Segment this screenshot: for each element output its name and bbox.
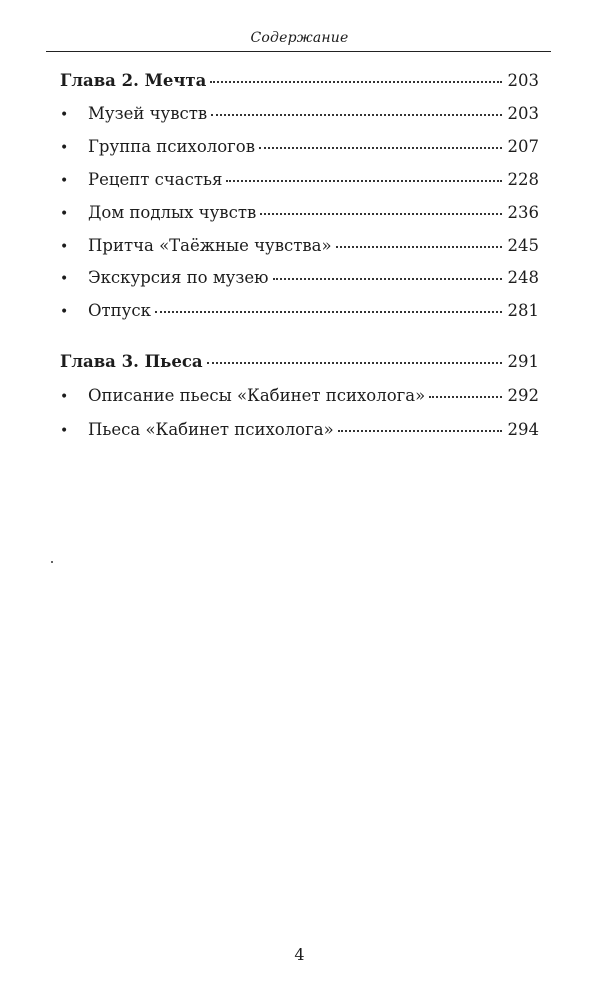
dot-leader <box>155 311 502 313</box>
bullet-marker: • <box>60 107 69 123</box>
page-number: 4 <box>294 945 305 964</box>
dot-leader <box>210 81 501 83</box>
running-head-title: Содержание <box>250 30 349 46</box>
toc-item-title: Музей чувств <box>88 104 208 123</box>
bullet-marker: • <box>60 173 69 189</box>
toc-item-row <box>60 234 539 258</box>
dot-leader <box>260 213 501 215</box>
toc-item-row <box>60 384 539 408</box>
toc-item-row <box>60 102 539 126</box>
bullet-marker: • <box>60 304 69 320</box>
toc-item-row <box>60 266 539 290</box>
dot-leader <box>226 180 501 182</box>
toc-item-title: Отпуск <box>88 301 151 320</box>
dot-leader <box>207 362 502 364</box>
toc-item-page-number: 245 <box>507 236 539 255</box>
toc-item-page-number: 248 <box>507 268 539 287</box>
chapter-title: Глава 2. Мечта <box>60 71 207 90</box>
toc-item-page-number: 203 <box>507 104 539 123</box>
dot-leader <box>338 430 502 432</box>
bullet-marker: • <box>60 239 69 255</box>
bullet-marker: • <box>60 206 69 222</box>
dot-leader <box>429 396 501 398</box>
toc-item-row <box>60 418 539 442</box>
toc-item-row <box>60 168 539 192</box>
toc-item-title: Пьеса «Кабинет психолога» <box>88 420 334 439</box>
dot-leader <box>336 246 502 248</box>
chapter-page-number: 291 <box>507 352 539 371</box>
toc-item-page-number: 292 <box>507 386 539 405</box>
toc-chapter-row <box>60 69 539 93</box>
toc-item-title: Притча «Таёжные чувства» <box>88 236 332 255</box>
toc-item-title: Рецепт счастья <box>88 170 223 189</box>
toc-item-page-number: 281 <box>507 301 539 320</box>
toc-item-page-number: 294 <box>507 420 539 439</box>
bullet-marker: • <box>60 140 69 156</box>
toc-item-title: Описание пьесы «Кабинет психолога» <box>88 386 426 405</box>
bullet-marker: • <box>60 271 69 287</box>
bullet-marker: • <box>60 389 69 405</box>
toc-chapter-row <box>60 350 539 374</box>
stray-dot-mark <box>51 561 53 563</box>
bullet-marker: • <box>60 423 69 439</box>
toc-item-title: Группа психологов <box>88 137 256 156</box>
chapter-page-number: 203 <box>507 71 539 90</box>
chapter-title: Глава 3. Пьеса <box>60 352 203 371</box>
toc-item-row <box>60 201 539 225</box>
toc-item-page-number: 228 <box>507 170 539 189</box>
toc-item-title: Дом подлых чувств <box>88 203 257 222</box>
dot-leader <box>259 147 501 149</box>
toc-item-page-number: 207 <box>507 137 539 156</box>
dot-leader <box>273 278 502 280</box>
toc-item-row <box>60 135 539 159</box>
toc-item-page-number: 236 <box>507 203 539 222</box>
dot-leader <box>211 114 501 116</box>
toc-item-row <box>60 299 539 323</box>
toc-item-title: Экскурсия по музею <box>88 268 269 287</box>
header-rule <box>46 51 551 52</box>
